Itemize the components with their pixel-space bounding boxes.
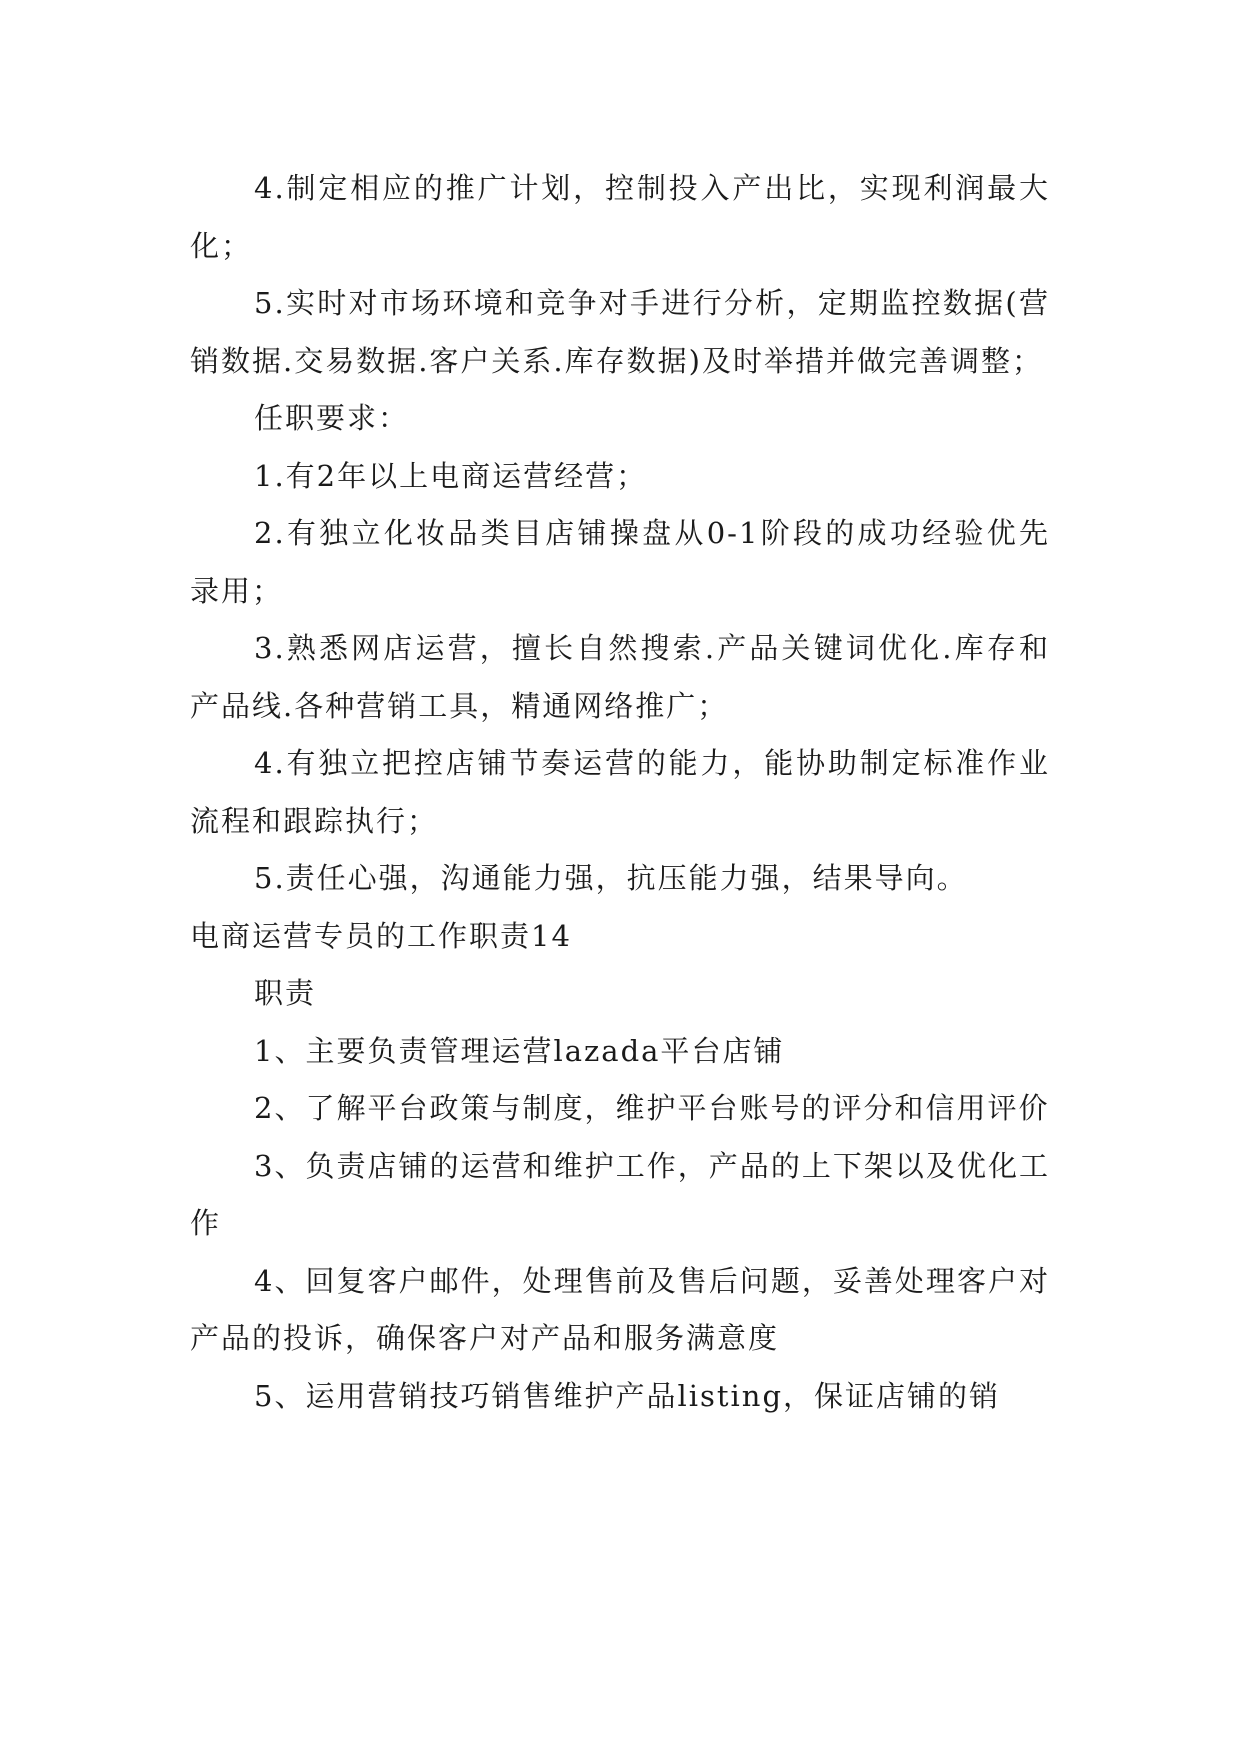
paragraph-duties-label: 职责 — [254, 976, 317, 1010]
paragraph-requirement-3: 3.熟悉网店运营，擅长自然搜索.产品关键词优化.库存和产品线.各种营销工具，精通网络推广； — [190, 631, 1050, 723]
paragraph-duty-4: 4、回复客户邮件，处理售前及售后问题，妥善处理客户对产品的投诉，确保客户对产品和服务满意度 — [190, 1263, 1050, 1355]
paragraph-duty-2: 2、了解平台政策与制度，维护平台账号的评分和信用评价 — [254, 1091, 1050, 1125]
paragraph-plan: 4.制定相应的推广计划，控制投入产出比，实现利润最大化； — [190, 171, 1050, 263]
paragraph-duty-3: 3、负责店铺的运营和维护工作，产品的上下架以及优化工作 — [190, 1148, 1050, 1240]
paragraph-analysis: 5.实时对市场环境和竞争对手进行分析，定期监控数据(营销数据.交易数据.客户关系.库存数据)及时举措并做完善调整； — [190, 286, 1050, 378]
paragraph-requirement-4: 4.有独立把控店铺节奏运营的能力，能协助制定标准作业流程和跟踪执行； — [190, 746, 1050, 838]
paragraph-requirement-1: 1.有2年以上电商运营经营； — [254, 458, 648, 493]
document-body — [190, 160, 1050, 1425]
paragraph-requirement-2: 2.有独立化妆品类目店铺操盘从0-1阶段的成功经验优先录用； — [190, 516, 1050, 608]
section-heading: 电商运营专员的工作职责14 — [190, 918, 572, 953]
paragraph-requirement-5: 5.责任心强，沟通能力强，抗压能力强，结果导向。 — [254, 861, 968, 895]
paragraph-duty-5: 5、运用营销技巧销售维护产品listing，保证店铺的销 — [254, 1378, 1001, 1413]
paragraph-requirements-label: 任职要求： — [254, 401, 410, 435]
paragraph-duty-1: 1、主要负责管理运营lazada平台店铺 — [254, 1033, 785, 1068]
